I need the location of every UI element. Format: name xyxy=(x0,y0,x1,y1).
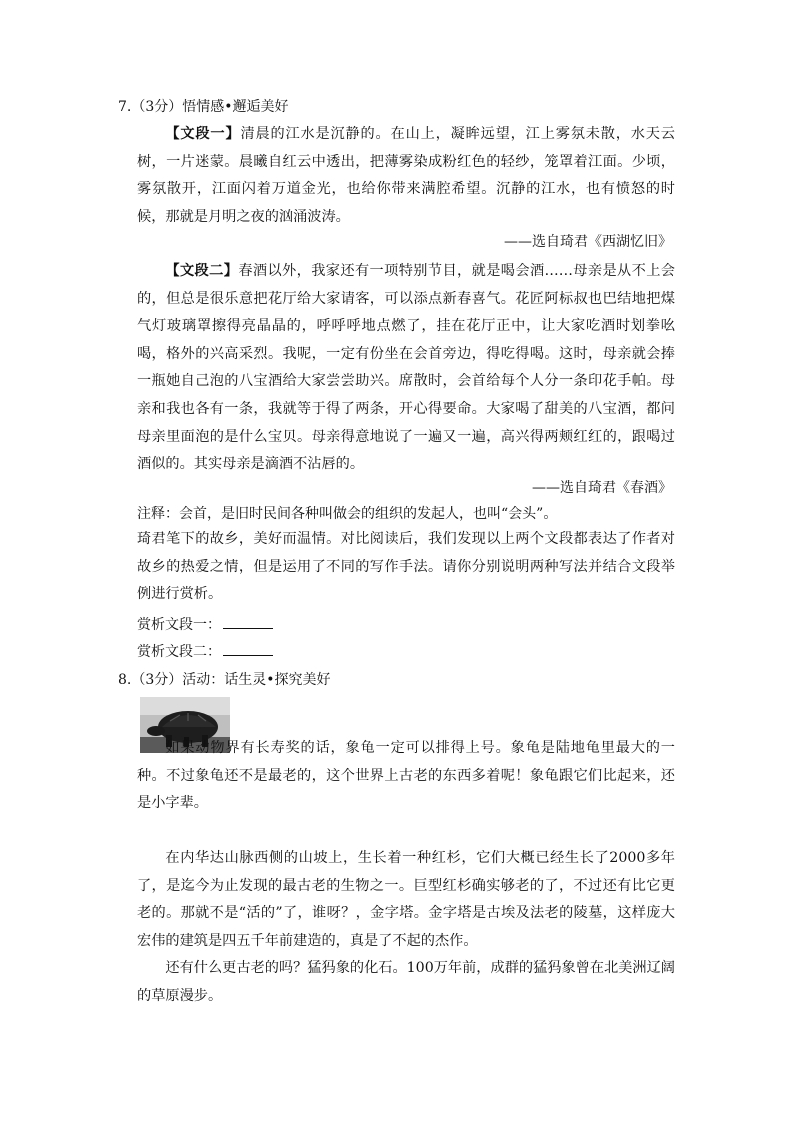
answer-1-label: 赏析文段一： xyxy=(137,617,221,633)
answer-2-label: 赏析文段二： xyxy=(137,644,221,660)
answer-1-blank[interactable] xyxy=(223,614,273,629)
annotation-note: 注释：会首，是旧时民间各种叫做会的组织的发起人，也叫“会头”。 xyxy=(137,506,558,522)
passage-1 xyxy=(137,121,675,231)
question-prompt: 琦君笔下的故乡，美好而温情。对比阅读后，我们发现以上两个文段都表达了作者对故乡的热爱之情，但是运用了不同的写作手法。请你分别说明两种写法并结合文段举例进行赏析。 xyxy=(137,531,675,603)
answer-line-2 xyxy=(137,641,273,661)
passage-2-text: 春酒以外，我家还有一项特别节目，就是喝会酒……母亲是从不上会的，但总是很乐意把花厅给大家请客，可以添点新春喜气。花匠阿标叔也巴结地把煤气灯玻璃罩擦得亮晶晶的，呼呼呼地点燃了，挂在花厅正中，让大家吃酒时划拳吆喝，格外的兴高采烈。我呢，一定有份坐在会首旁边，得吃得喝。这时，母亲就会捧一瓶她自己泡的八宝酒给大家尝尝助兴。席散时，会首给每个人分一条印花手帕。母亲和我也各有一条，我就等于得了两条，开心得要命。大家喝了甜美的八宝酒，都问母亲里面泡的是什么宝贝。母亲得意地说了一遍又一遍，高兴得两颊红红的，跟喝过酒似的。其实母亲是滴酒不沾唇的。 xyxy=(137,263,675,473)
answer-line-1 xyxy=(137,614,273,634)
q8-paragraph-2: 在内华达山脉西侧的山坡上，生长着一种红杉，它们大概已经生长了2000多年了，是迄今为止发现的最古老的生物之一。巨型红杉确实够老的了，不过还有比它更老的。那就不是“活的”了，谁呀？，金字塔。金字塔是古埃及法老的陵墓，这样庞大宏伟的建筑是四五千年前建造的，真是了不起的杰作。 xyxy=(137,850,675,949)
question-8-title: 8.（3分）活动：话生灵•探究美好 xyxy=(118,672,331,688)
passage-1-label: 【文段一】 xyxy=(165,126,241,142)
question-7-title: 7.（3分）悟情感•邂逅美好 xyxy=(118,99,289,115)
q8-paragraph-1: 如果动物界有长寿奖的话，象龟一定可以排得上号。象龟是陆地龟里最大的一种。不过象龟还不是最老的，这个世界上古老的东西多着呢！象龟跟它们比起来，还是小字辈。 xyxy=(137,740,675,812)
passage-2-source: ——选自琦君《春酒》 xyxy=(532,480,672,496)
q8-paragraph-3: 还有什么更古老的吗？猛犸象的化石。100万年前，成群的猛犸象曾在北美洲辽阔的草原漫步。 xyxy=(137,960,675,1004)
passage-1-source: ——选自琦君《西湖忆旧》 xyxy=(504,234,672,250)
passage-2-label: 【文段二】 xyxy=(165,263,239,279)
answer-2-blank[interactable] xyxy=(223,641,273,656)
passage-1-text: 清晨的江水是沉静的。在山上，凝眸远望，江上雾氛未散，水天云树，一片迷蒙。晨曦自红云中透出，把薄雾染成粉红色的轻纱，笼罩着江面。少顷，雾氛散开，江面闪着万道金光，也给你带来满腔希望。沉静的江水，也有愤怒的时候，那就是月明之夜的汹涌波涛。 xyxy=(137,126,675,225)
passage-2 xyxy=(137,258,675,479)
